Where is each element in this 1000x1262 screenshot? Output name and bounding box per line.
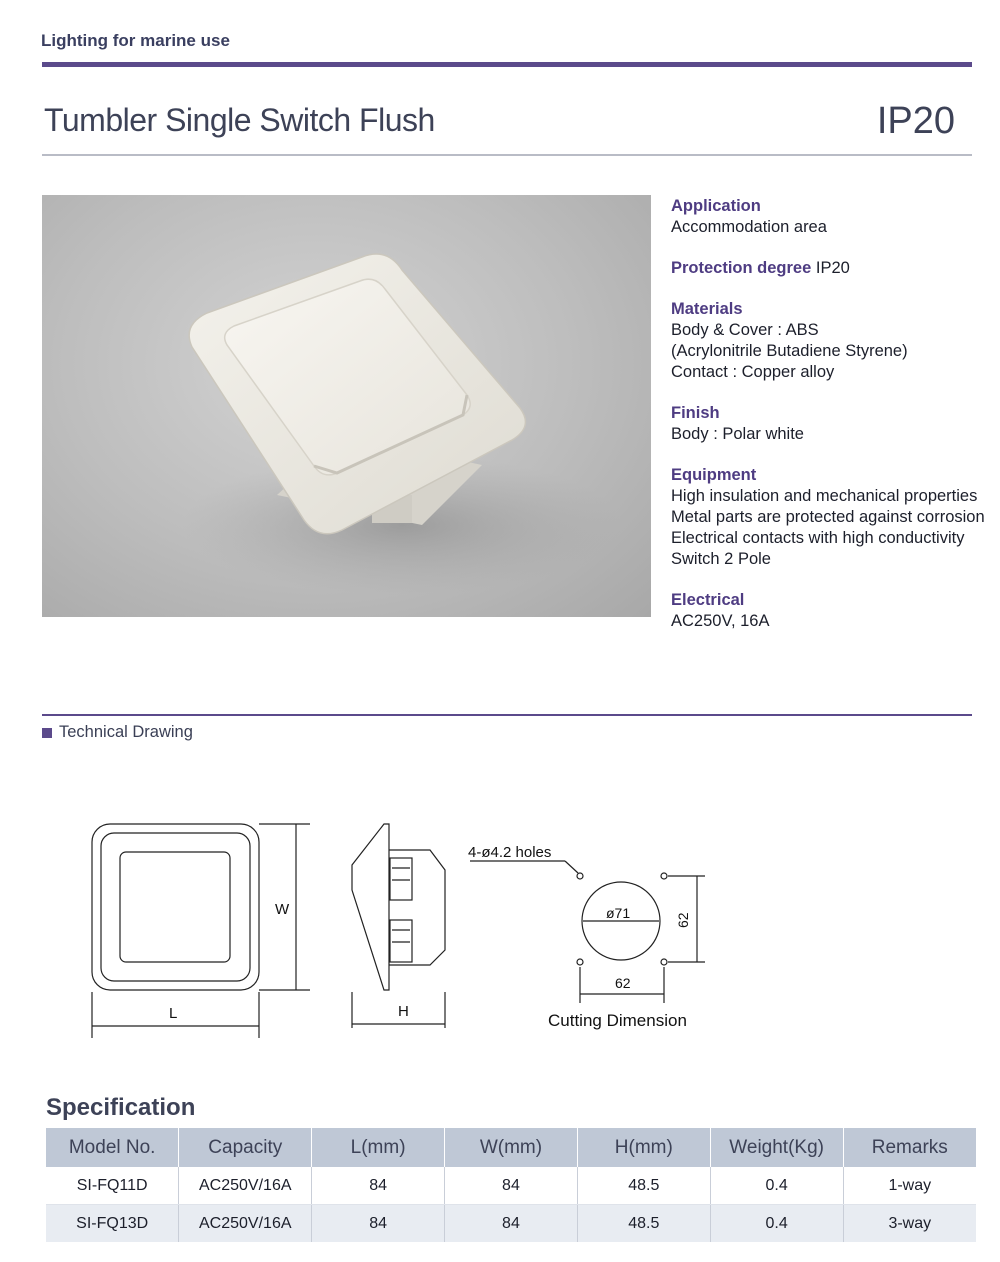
section-title: Technical Drawing <box>59 723 193 741</box>
table-cell: SI-FQ11D <box>46 1167 179 1205</box>
table-cell: 3-way <box>843 1205 976 1243</box>
product-photo <box>42 195 651 617</box>
finish-heading: Finish <box>671 404 720 422</box>
table-cell: AC250V/16A <box>179 1167 312 1205</box>
table-cell: 0.4 <box>710 1167 843 1205</box>
table-cell: 1-way <box>843 1167 976 1205</box>
switch-illustration <box>42 195 651 617</box>
equipment-line: Electrical contacts with high conductivity <box>671 529 965 547</box>
column-header: H(mm) <box>577 1128 710 1167</box>
side-view-body <box>389 850 445 965</box>
section-bullet <box>42 728 52 738</box>
table-cell: 48.5 <box>577 1167 710 1205</box>
title-rule <box>42 154 972 156</box>
h-label: H <box>398 1003 409 1020</box>
table-cell: SI-FQ13D <box>46 1205 179 1243</box>
column-header: Weight(Kg) <box>710 1128 843 1167</box>
table-row <box>46 1205 976 1243</box>
application-heading: Application <box>671 197 761 215</box>
table-cell: 84 <box>445 1205 578 1243</box>
holes-label: 4-ø4.2 holes <box>468 844 552 861</box>
product-properties <box>671 196 991 652</box>
table-row <box>46 1167 976 1205</box>
electrical-heading: Electrical <box>671 591 745 609</box>
equipment-line: Switch 2 Pole <box>671 550 771 568</box>
electrical-value: AC250V, 16A <box>671 612 770 630</box>
diameter-label: ø71 <box>606 905 631 921</box>
materials-line: (Acrylonitrile Butadiene Styrene) <box>671 342 908 360</box>
finish-value: Body : Polar white <box>671 425 804 443</box>
equipment-heading: Equipment <box>671 466 757 484</box>
materials-heading: Materials <box>671 300 743 318</box>
cut-horizontal-label: 62 <box>615 975 631 991</box>
table-cell: AC250V/16A <box>179 1205 312 1243</box>
mounting-hole <box>661 959 667 965</box>
mounting-hole <box>661 873 667 879</box>
l-label: L <box>169 1005 178 1022</box>
column-header: L(mm) <box>312 1128 445 1167</box>
front-view-inner <box>101 833 250 981</box>
cutting-caption: Cutting Dimension <box>548 1011 687 1030</box>
table-cell: 48.5 <box>577 1205 710 1243</box>
front-view-rocker <box>120 852 230 962</box>
materials-block <box>671 299 991 383</box>
ip-rating: IP20 <box>876 100 955 142</box>
equipment-line: Metal parts are protected against corrosion <box>671 508 985 526</box>
equipment-block <box>671 465 991 570</box>
column-header: Model No. <box>46 1128 179 1167</box>
column-header: Capacity <box>179 1128 312 1167</box>
section-rule <box>42 714 972 716</box>
front-view-outer <box>92 824 259 990</box>
table-cell: 84 <box>312 1167 445 1205</box>
application-block <box>671 196 991 238</box>
side-view-terminal-top <box>390 858 412 900</box>
materials-line: Body & Cover : ABS <box>671 321 819 339</box>
mounting-hole <box>577 873 583 879</box>
finish-block <box>671 403 991 445</box>
specification-title: Specification <box>46 1094 196 1121</box>
application-value: Accommodation area <box>671 218 827 236</box>
electrical-block <box>671 590 991 632</box>
mounting-hole <box>577 959 583 965</box>
side-view-terminal-bottom <box>390 920 412 962</box>
catalog-kicker: Lighting for marine use <box>41 31 230 50</box>
table-header-row <box>46 1128 976 1167</box>
specification-table <box>46 1128 976 1242</box>
holes-leader <box>565 861 578 873</box>
technical-drawing <box>0 760 1000 1060</box>
table-cell: 84 <box>445 1167 578 1205</box>
materials-line: Contact : Copper alloy <box>671 363 835 381</box>
protection-heading: Protection degree <box>671 259 812 277</box>
column-header: W(mm) <box>445 1128 578 1167</box>
product-title: Tumbler Single Switch Flush <box>44 102 435 138</box>
protection-block <box>671 258 991 279</box>
side-view-plate <box>352 824 389 990</box>
protection-value: IP20 <box>815 259 850 277</box>
header-rule <box>42 62 972 67</box>
cut-vertical-label: 62 <box>675 912 691 928</box>
w-label: W <box>275 901 290 918</box>
equipment-line: High insulation and mechanical properties <box>671 487 978 505</box>
table-cell: 0.4 <box>710 1205 843 1243</box>
table-cell: 84 <box>312 1205 445 1243</box>
column-header: Remarks <box>843 1128 976 1167</box>
